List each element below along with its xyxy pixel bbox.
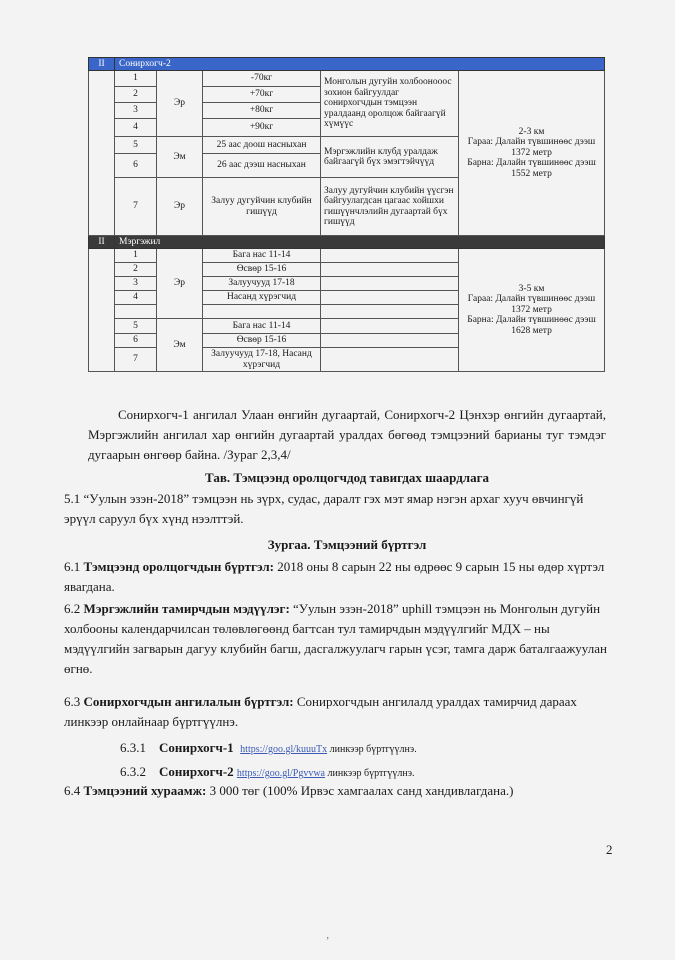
- row-number: [115, 305, 157, 319]
- clause-6-3: [64, 692, 610, 732]
- row-number: 7: [115, 348, 157, 372]
- scan-mark: ʼ: [326, 936, 330, 947]
- clause-text: 5.1 “Уулын эзэн-2018” тэмцээн нь зүрх, судас, даралт гэх мэт ямар нэгэн архаг хууч өвчингүй эрүүл саруул бүх хүнд нээлттэй.: [64, 491, 584, 526]
- class-cell: Залуу дугуйчин клубийн гишүүд: [203, 178, 321, 236]
- section-number: II: [89, 58, 115, 71]
- color-paragraph: Сонирхогч-1 ангилал Улаан өнгийн дугаартай, Сонирхогч-2 Цэнхэр өнгийн дугаартай, Мэргэжлийн ангилал хар өнгийн дугаартай уралдах бөгөөд тэмцээний барианы туг тэмдэг дугаарын өнгөөр байна. /Зураг 2,3,4/: [88, 407, 606, 462]
- row-number: 1: [115, 249, 157, 263]
- clause-text: 2018 оны 8 сарын 22 ны өдрөөс 9 сарын 15 ны өдөр хүртэл явагдана.: [64, 559, 605, 594]
- class-cell: +90кг: [203, 119, 321, 137]
- clause-number: 6.2: [64, 601, 81, 616]
- class-cell: 26 аас дээш насныхан: [203, 154, 321, 178]
- description-cell: [321, 305, 459, 319]
- description-cell: [321, 348, 459, 372]
- section-number: II: [89, 236, 115, 249]
- clause-text: 3 000 төг (100% Ирвэс хамгаалах санд хандивлагдана.): [206, 783, 514, 798]
- description-cell: [321, 319, 459, 334]
- row-number: 3: [115, 103, 157, 119]
- row-number: 7: [115, 178, 157, 236]
- clause-6-4: [64, 783, 610, 799]
- clause-title: Мэргэжлийн тамирчдын мэдүүлэг:: [83, 601, 290, 616]
- row-number: 6: [115, 154, 157, 178]
- section-row-amateur-2: [89, 58, 605, 71]
- section-heading-registration: Зургаа. Тэмцээний бүртгэл: [267, 537, 427, 552]
- registration-link-amateur-2[interactable]: https://goo.gl/Pgvvwa: [236, 768, 325, 779]
- description-cell: [321, 277, 459, 291]
- clause-number: 6.4: [64, 783, 81, 798]
- clause-number: 6.3: [64, 694, 81, 709]
- class-cell: Бага нас 11-14: [203, 249, 321, 263]
- distance-cell: 3-5 км Гараа: Далайн түвшинөөс дээш 1372 метр Барна: Далайн түвшинөөс дээш 1628 метр: [459, 249, 605, 372]
- blank-cell: [89, 249, 115, 372]
- clause-number: 6.3.1: [120, 740, 146, 755]
- class-cell: +80кг: [203, 103, 321, 119]
- row-number: 6: [115, 334, 157, 348]
- gender-cell: Эр: [157, 71, 203, 137]
- clause-title: Тэмцээний хураамж:: [83, 783, 207, 798]
- class-cell: Бага нас 11-14: [203, 319, 321, 334]
- description-cell: [321, 334, 459, 348]
- description-cell: Мэргэжлийн клубд уралдаж байгаагүй бүх эмэгтэйчүүд: [321, 137, 459, 178]
- gender-cell: Эр: [157, 249, 203, 319]
- class-cell: Өсвөр 15-16: [203, 334, 321, 348]
- gender-cell: Эр: [157, 178, 203, 236]
- clause-6-2: [64, 599, 610, 679]
- class-cell: -70кг: [203, 71, 321, 87]
- section-row-professional: [89, 236, 605, 249]
- description-cell: [321, 291, 459, 305]
- row-number: 5: [115, 137, 157, 154]
- section-heading-requirements: Тав. Тэмцээнд оролцогчдод тавигдах шаардлага: [205, 470, 489, 485]
- class-cell: Насанд хүрэгчид: [203, 291, 321, 305]
- gender-cell: Эм: [157, 137, 203, 178]
- clause-text: “Уулын эзэн-2018” uphill тэмцээн нь Монголын дугуйн холбооны календарчилсан төлөвлөгөөнд багтсан тул тамирчдын мэдүүлгийг МДХ – ны мэдүүлгийн загварын дагуу клубийн багш, дасгалжуулагч гарын үсэг, тамга дарж баталгаажуулан өгнө.: [64, 601, 607, 676]
- description-cell: [321, 249, 459, 263]
- clause-number: 6.1: [64, 559, 81, 574]
- gender-cell: Эм: [157, 319, 203, 372]
- class-cell: Залуучууд 17-18, Насанд хүрэгчид: [203, 348, 321, 372]
- row-number: 1: [115, 71, 157, 87]
- description-cell: Залуу дугуйчин клубийн үүсгэн байгуулагдсан цагаас хойшхи гишүүнчлэлийн дугаартай бүх гишүүд: [321, 178, 459, 236]
- class-cell: Өсвөр 15-16: [203, 263, 321, 277]
- row-number: 5: [115, 319, 157, 334]
- class-cell: Залуучууд 17-18: [203, 277, 321, 291]
- section-title: Сонирхогч-2: [115, 58, 605, 71]
- row-number: 2: [115, 263, 157, 277]
- blank-cell: [89, 71, 115, 236]
- table-row: [89, 249, 605, 263]
- clause-title: Сонирхогч-2: [159, 764, 234, 779]
- description-cell: [321, 263, 459, 277]
- clause-6-1: [64, 557, 610, 597]
- section-title: Мэргэжил: [115, 236, 605, 249]
- clause-number: 6.3.2: [120, 764, 146, 779]
- class-cell: [203, 305, 321, 319]
- distance-cell: 2-3 км Гараа: Далайн түвшинөөс дээш 1372 метр Барна: Далайн түвшинөөс дээш 1552 метр: [459, 71, 605, 236]
- table-row: [89, 71, 605, 87]
- row-number: 2: [115, 87, 157, 103]
- clause-title: Сонирхогч-1: [159, 740, 234, 755]
- clause-text: линкээр бүртгүүлнэ.: [324, 768, 415, 779]
- clause-6-3-1: [120, 740, 600, 758]
- row-number: 4: [115, 119, 157, 137]
- class-cell: 25 аас доош насныхан: [203, 137, 321, 154]
- description-cell: Монголын дугуйн холбоонооос зохион байгуулдаг сонирхогчдын тэмцээн уралдаанд оролцож байгаагүй хүмүүс: [321, 71, 459, 137]
- registration-link-amateur-1[interactable]: https://goo.gl/kuuuTx: [240, 744, 328, 755]
- clause-text: Сонирхогчдын ангилалд уралдах тамирчид дараах линкээр онлайнаар бүртгүүлнэ.: [64, 694, 577, 729]
- registration-table: [88, 57, 605, 372]
- row-number: 4: [115, 291, 157, 305]
- clause-title: Тэмцээнд оролцогчдын бүртгэл:: [83, 559, 274, 574]
- page-number: 2: [606, 842, 613, 857]
- class-cell: +70кг: [203, 87, 321, 103]
- clause-6-3-2: [120, 764, 600, 782]
- row-number: 3: [115, 277, 157, 291]
- clause-5-1: [64, 489, 610, 529]
- clause-text: линкээр бүртгүүлнэ.: [327, 744, 417, 755]
- clause-title: Сонирхогчдын ангилалын бүртгэл:: [83, 694, 294, 709]
